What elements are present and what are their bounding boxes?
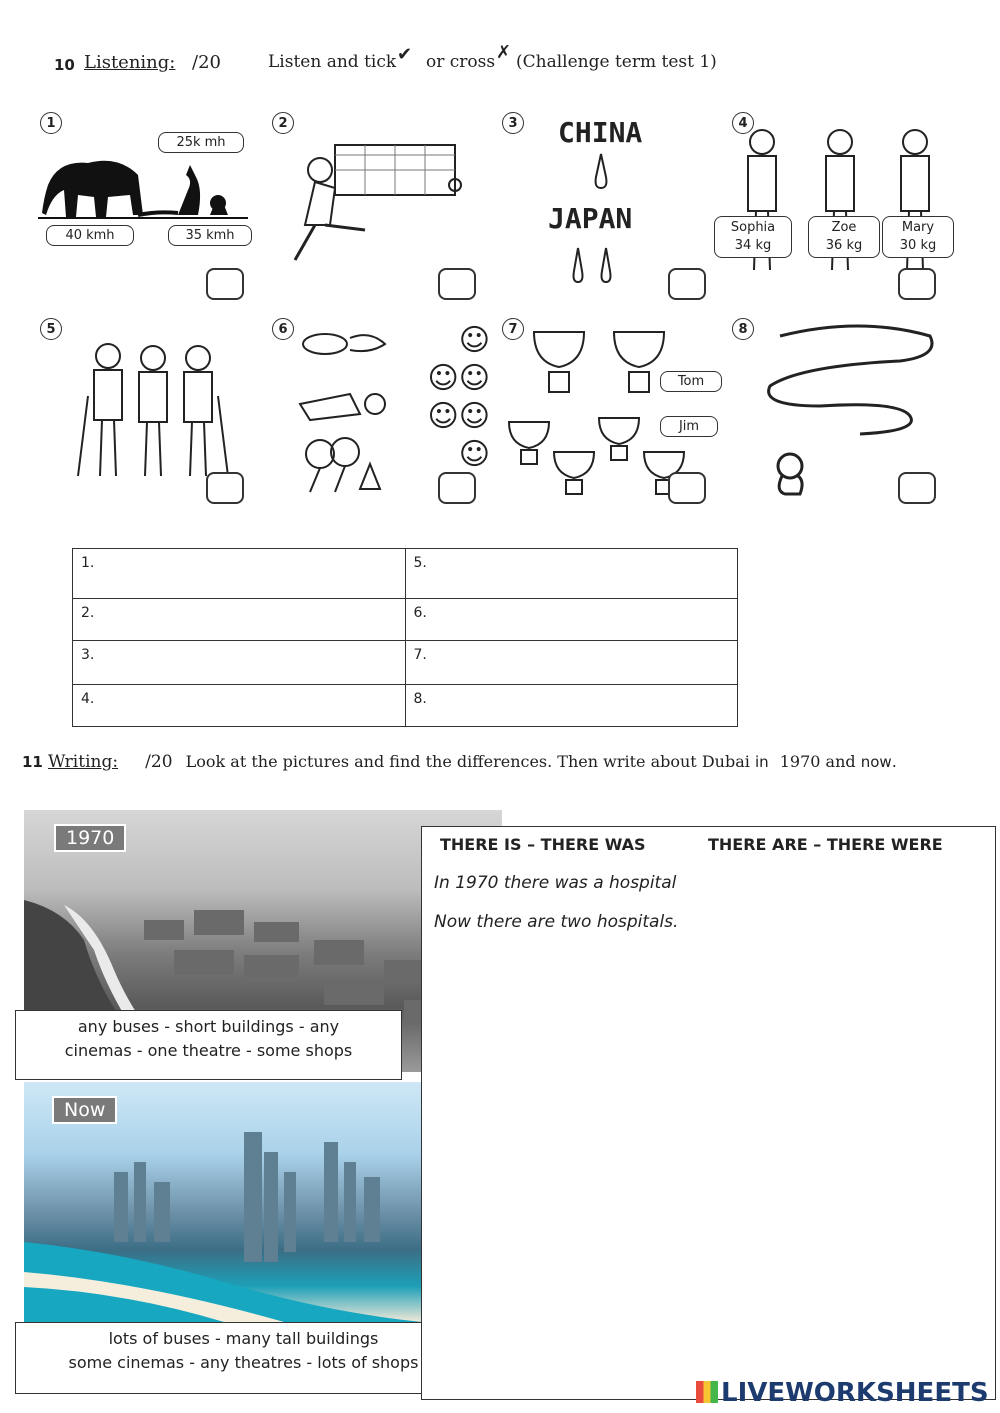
weight-label-zoe: Zoe 36 kg [808,216,880,258]
listening-title: Listening: [84,52,176,73]
old-words-box [15,1010,402,1080]
grammar-hint-singular: THERE IS – THERE WAS [440,835,646,854]
answer-cell-4[interactable]: 4. [73,685,406,727]
answer-cell-8[interactable]: 8. [405,685,738,727]
listening-score: /20 [192,52,221,73]
speed-label-monkey: 35 kmh [168,225,252,246]
football-player-icon [275,130,475,290]
picture-3 [500,110,720,300]
snake-icon [740,316,970,496]
answer-box-3[interactable] [668,268,706,300]
answer-table [72,548,738,727]
cross-icon: ✗ [496,42,512,63]
country-label-china: CHINA [558,116,643,149]
weight-label-sophia: Sophia 34 kg [714,216,792,258]
writing-now: now [860,753,892,771]
answer-cell-6[interactable]: 6. [405,599,738,641]
name-label-tom: Tom [660,371,722,392]
answer-box-5[interactable] [206,472,244,504]
answer-cell-1[interactable]: 1. [73,549,406,599]
writing-title: Writing: [47,752,119,772]
listening-header [54,42,754,82]
logo-icon [696,1381,718,1403]
answer-box-2[interactable] [438,268,476,300]
weight-label-mary: Mary 30 kg [882,216,954,258]
answer-cell-5[interactable]: 5. [405,549,738,599]
speed-label-kangaroo: 25k mh [158,132,244,153]
picture-1 [38,110,258,300]
writing-instruction: Look at the pictures and find the differences. Then write about Dubai [185,752,750,771]
sports-equipment-icon [290,324,400,494]
picture-7 [500,316,720,506]
answer-box-6[interactable] [438,472,476,504]
writing-header [22,752,982,782]
answer-box-1[interactable] [206,268,244,300]
answer-box-4[interactable] [898,268,936,300]
answer-box-7[interactable] [668,472,706,504]
new-words-line-1: lots of buses - many tall buildings [108,1329,379,1348]
tick-icon: ✔ [397,44,413,65]
new-words-box [15,1322,472,1394]
answer-cell-2[interactable]: 2. [73,599,406,641]
answer-cell-7[interactable]: 7. [405,641,738,685]
year-tag-1970: 1970 [54,824,126,852]
listening-number: 10 [54,56,75,74]
writing-year: 1970 [779,752,821,771]
grammar-hint-plural: THERE ARE – THERE WERE [708,835,943,854]
example-sentence-1: In 1970 there was a hospital [434,873,677,893]
picture-number: 3 [502,112,524,134]
example-sentence-2: Now there are two hospitals. [434,912,679,932]
medal-icon [586,152,616,192]
girls-icon [730,120,970,285]
picture-4 [730,110,970,300]
picture-number: 8 [732,318,754,340]
picture-2 [270,110,490,300]
listening-instruction-3: (Challenge term test 1) [516,52,717,72]
writing-area[interactable] [421,826,996,1400]
picture-number: 6 [272,318,294,340]
old-words-line-2: cinemas - one theatre - some shops [64,1041,353,1060]
picture-number: 2 [272,112,294,134]
country-label-japan: JAPAN [548,202,633,235]
writing-and: and [825,752,856,771]
picture-number: 4 [732,112,754,134]
picture-5 [38,316,258,506]
liveworksheets-logo [696,1378,989,1408]
logo-text: LIVEWORKSHEETS [721,1378,989,1408]
name-label-jim: Jim [660,416,718,437]
answer-box-8[interactable] [898,472,936,504]
listening-instruction-1: Listen and tick [268,52,397,72]
new-words-line-2: some cinemas - any theatres - lots of shops [68,1353,419,1372]
answer-cell-3[interactable]: 3. [73,641,406,685]
writing-period: . [891,752,897,771]
picture-6 [270,316,490,506]
listening-instruction-2: or cross [426,52,496,72]
picture-number: 5 [40,318,62,340]
year-tag-now: Now [52,1096,117,1124]
writing-in: in [754,753,769,771]
photo-dubai-now [24,1082,422,1322]
smiley-icons: ☺ ☺☺ ☺☺☺ [427,323,490,472]
picture-number: 7 [502,318,524,340]
speed-label-elephant: 40 kmh [46,225,134,246]
writing-number: 11 [22,753,43,771]
picture-number: 1 [40,112,62,134]
picture-8 [730,316,970,506]
old-words-line-1: any buses - short buildings - any [77,1017,340,1036]
medals-icon [566,246,626,286]
writing-score: /20 [145,752,173,772]
